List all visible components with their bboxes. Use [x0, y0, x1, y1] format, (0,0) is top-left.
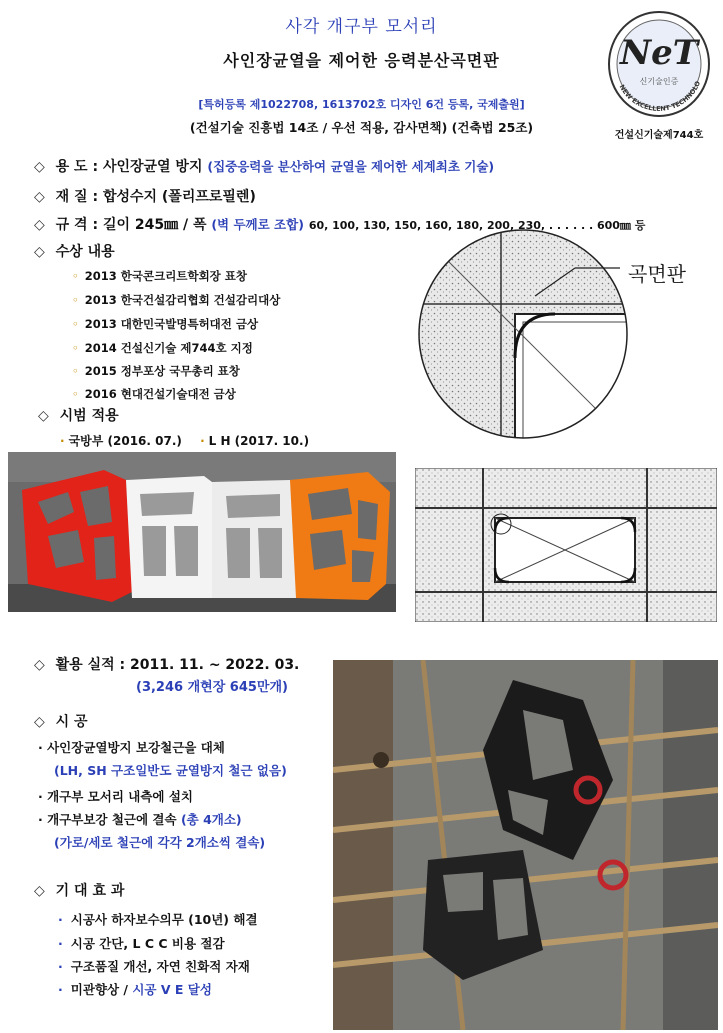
award-item: ◦ 2013 대한민국발명특허대전 금상 [72, 317, 259, 331]
diamond-icon: ◇ [34, 189, 45, 205]
awards-heading: ◇ 수상 내용 [34, 244, 115, 260]
construction-line-note: (LH, SH 구조일반도 균열방지 철근 없음) [54, 763, 287, 778]
construction-line-note: (가로/세로 철근에 각각 2개소씩 결속) [54, 835, 266, 850]
construction-line: · 사인장균열방지 보강철근을 대체 [38, 740, 225, 755]
award-item: ◦ 2013 한국콘크리트학회장 표창 [72, 269, 248, 283]
diamond-icon: ◇ [34, 883, 45, 899]
patent-info: [특허등록 제1022708, 1613702호 디자인 6건 등록, 국제출원] [198, 98, 525, 111]
page-subtitle: 사인장균열을 제어한 응력분산곡면판 [223, 51, 500, 70]
dot-icon: ◦ [72, 341, 79, 355]
construction-heading: ◇ 시 공 [34, 714, 88, 730]
diamond-icon: ◇ [38, 408, 49, 424]
law-info: (건설기술 진흥법 14조 / 우선 적용, 감사면책) (건축법 25조) [189, 120, 534, 135]
logo-main-text: NeT [619, 33, 699, 73]
logo-sub-text: 신기술인증 [639, 77, 679, 86]
award-item: ◦ 2014 건설신기술 제744호 지정 [72, 341, 253, 355]
product-photo [8, 452, 396, 612]
bullet-icon: · [200, 434, 205, 448]
diamond-icon: ◇ [34, 657, 45, 673]
effects-heading: ◇ 기 대 효 과 [34, 883, 125, 899]
bullet-icon: · [58, 982, 63, 997]
bullet-icon: · [58, 936, 63, 951]
logo-caption: 건설신기술제744호 [614, 130, 704, 141]
dot-icon: ◦ [72, 317, 79, 331]
effect-item: · 시공사 하자보수의무 (10년) 해결 [58, 912, 258, 927]
effect-item: · 구조품질 개선, 자연 친화적 자재 [58, 959, 250, 974]
award-item: ◦ 2015 정부포상 국무총리 표창 [72, 364, 240, 378]
effect-item: · 시공 간단, L C C 비용 절감 [58, 936, 225, 951]
usage-row: ◇ 활용 실적 : 2011. 11. ~ 2022. 03. [34, 657, 300, 673]
trial-items: · 국방부 (2016. 07.) · L H (2017. 10.) [60, 434, 310, 448]
diamond-icon: ◇ [34, 159, 45, 175]
curved-plate-label: 곡면판 [628, 262, 686, 286]
diamond-icon: ◇ [34, 714, 45, 730]
dot-icon: ◦ [72, 293, 79, 307]
dot-icon: ◦ [72, 387, 79, 401]
bullet-icon: · [58, 912, 63, 927]
bullet-icon: · [60, 434, 65, 448]
diamond-icon: ◇ [34, 217, 45, 233]
award-item: ◦ 2013 한국건설감리협회 건설감리대상 [72, 293, 281, 307]
dot-icon: ◦ [72, 364, 79, 378]
site-photo [333, 660, 718, 1030]
construction-line: · 개구부 모서리 내측에 설치 [38, 789, 193, 804]
construction-line: · 개구부보강 철근에 결속 (총 4개소) [38, 812, 242, 827]
trial-heading: ◇ 시범 적용 [38, 408, 119, 424]
size-row: ◇ 규 격 : 길이 245㎜ / 폭 (벽 두께로 조합) 60, 100, 130, 150, 160, 180, 200, 230, . . . . . . 600㎜ 등 [34, 217, 646, 233]
usage-count: (3,246 개현장 645만개) [136, 680, 288, 695]
net-logo [605, 8, 713, 120]
use-row: ◇ 용 도 : 사인장균열 방지 (집중응력을 분산하여 균열을 제어한 세계최초 기술) [34, 159, 495, 175]
opening-drawing [415, 468, 717, 622]
effect-item: · 미관향상 / 시공 V E 달성 [58, 982, 212, 997]
award-item: ◦ 2016 현대건설기술대전 금상 [72, 387, 236, 401]
logo-ring-text: NEW EXCELLENT TECHNOLO [617, 79, 703, 113]
dot-icon: ◦ [72, 269, 79, 283]
bullet-icon: · [58, 959, 63, 974]
material-row: ◇ 재 질 : 합성수지 (폴리프로필렌) [34, 189, 256, 205]
page-title: 사각 개구부 모서리 [285, 17, 438, 37]
diamond-icon: ◇ [34, 244, 45, 260]
